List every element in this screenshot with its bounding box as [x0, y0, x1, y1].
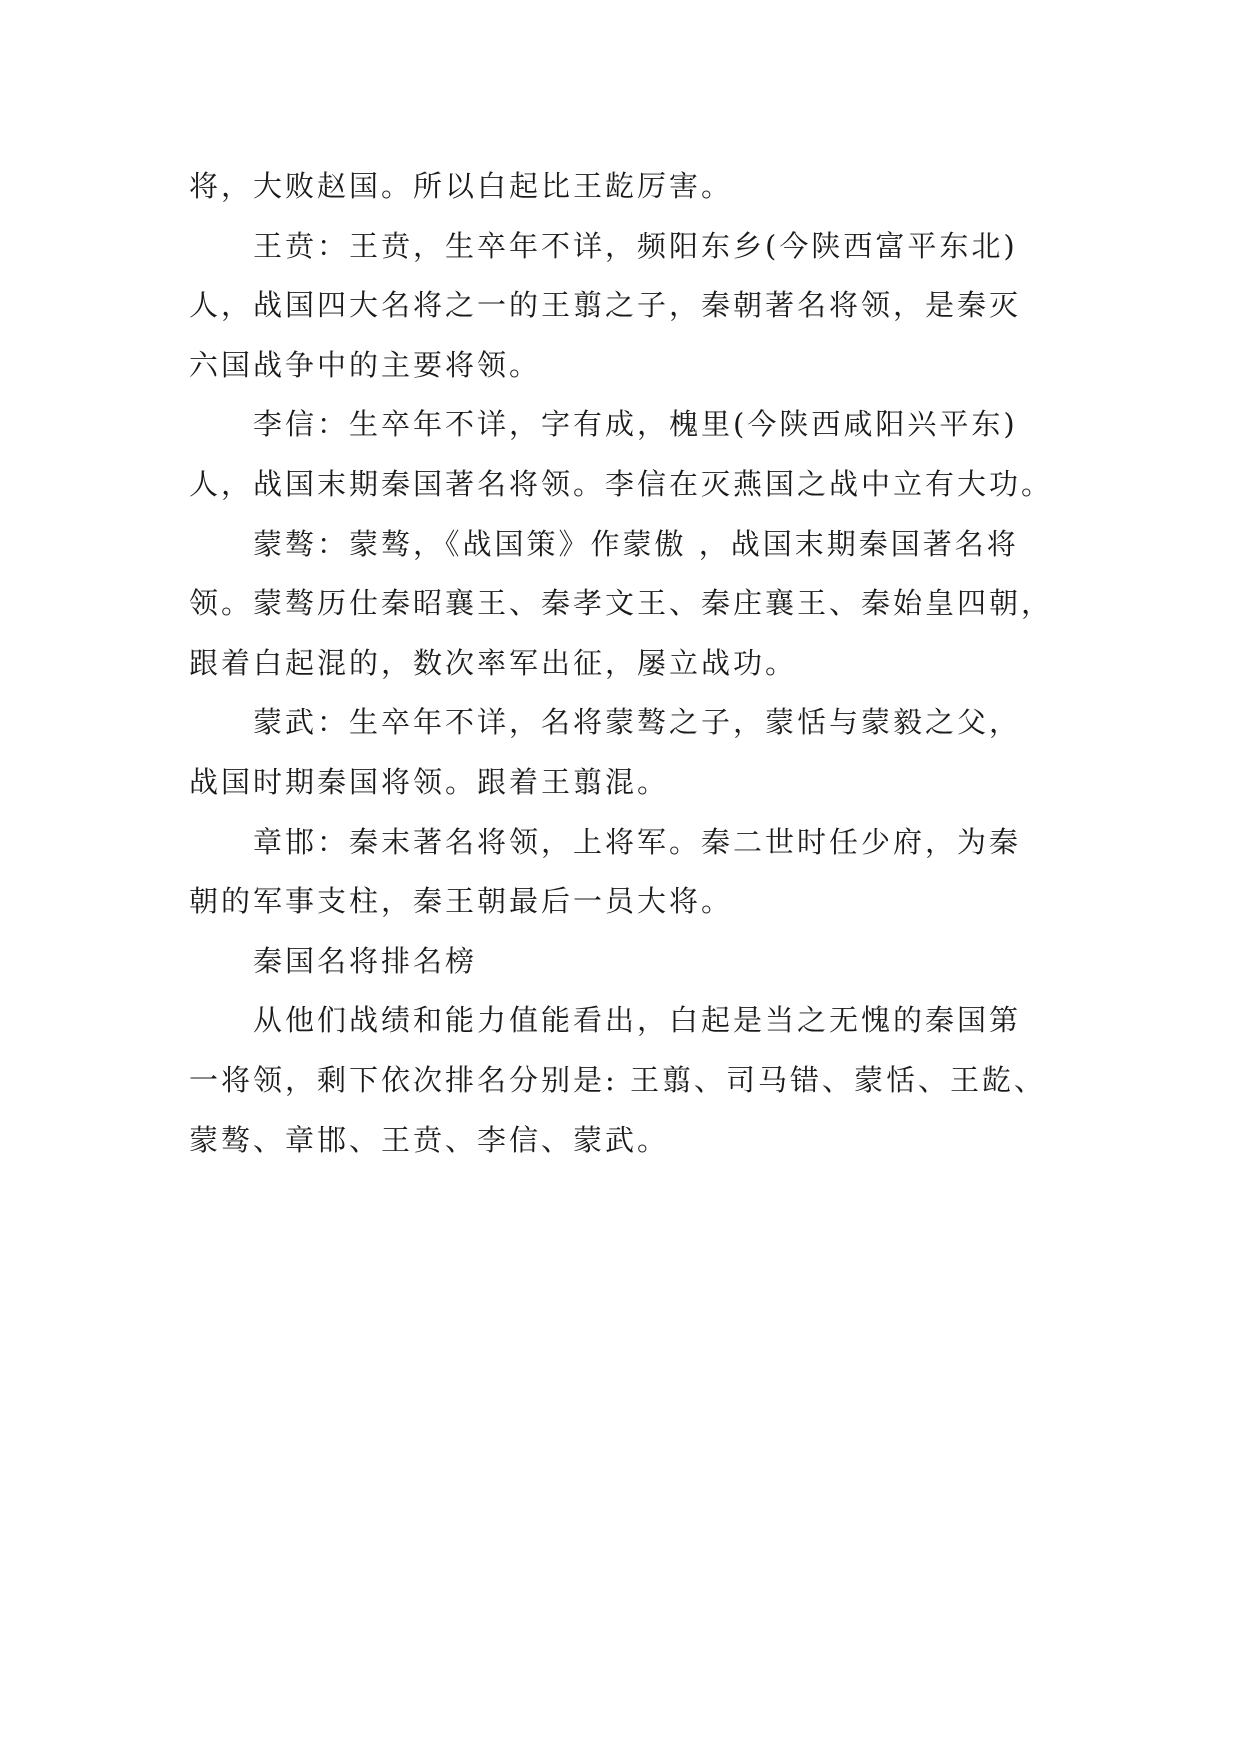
text-line-li-xin: 李信：生卒年不详，字有成，槐里(今陕西咸阳兴平东): [253, 407, 1018, 442]
document-body: [189, 157, 1069, 1170]
text-line: 朝的军事支柱，秦王朝最后一员大将。: [189, 884, 734, 919]
text-line: 人，战国四大名将之一的王翦之子，秦朝著名将领，是秦灭: [189, 288, 1022, 323]
text-line: 一将领，剩下依次排名分别是: 王翦、司马错、蒙恬、王龁、: [189, 1062, 1046, 1097]
text-line: 六国战争中的主要将领。: [189, 347, 542, 382]
text-line-meng-wu: 蒙武：生卒年不详，名将蒙骜之子，蒙恬与蒙毅之父，: [253, 705, 1022, 740]
text-line: 战国时期秦国将领。跟着王翦混。: [189, 764, 670, 799]
text-line: 人，战国末期秦国著名将领。李信在灭燕国之战中立有大功。: [189, 466, 1054, 501]
text-line: 跟着白起混的，数次率军出征，屡立战功。: [189, 645, 798, 680]
text-line: 蒙骜、章邯、王贲、李信、蒙武。: [189, 1122, 670, 1157]
text-line: 领。蒙骜历仕秦昭襄王、秦孝文王、秦庄襄王、秦始皇四朝，: [189, 586, 1054, 621]
section-heading: 秦国名将排名榜: [253, 943, 478, 978]
text-line-ranking: 从他们战绩和能力值能看出，白起是当之无愧的秦国第: [253, 1003, 1022, 1038]
text-line: 将，大败赵国。所以白起比王龁厉害。: [189, 169, 734, 203]
text-line-meng-ao: 蒙骜：蒙骜，《战国策》作蒙傲 ，战国末期秦国著名将: [253, 526, 1019, 561]
text-line-zhang-han: 章邯：秦末著名将领，上将军。秦二世时任少府，为秦: [253, 824, 1022, 859]
text-line-wang-ben: 王贲：王贲，生卒年不详，频阳东乡(今陕西富平东北): [253, 228, 1018, 263]
